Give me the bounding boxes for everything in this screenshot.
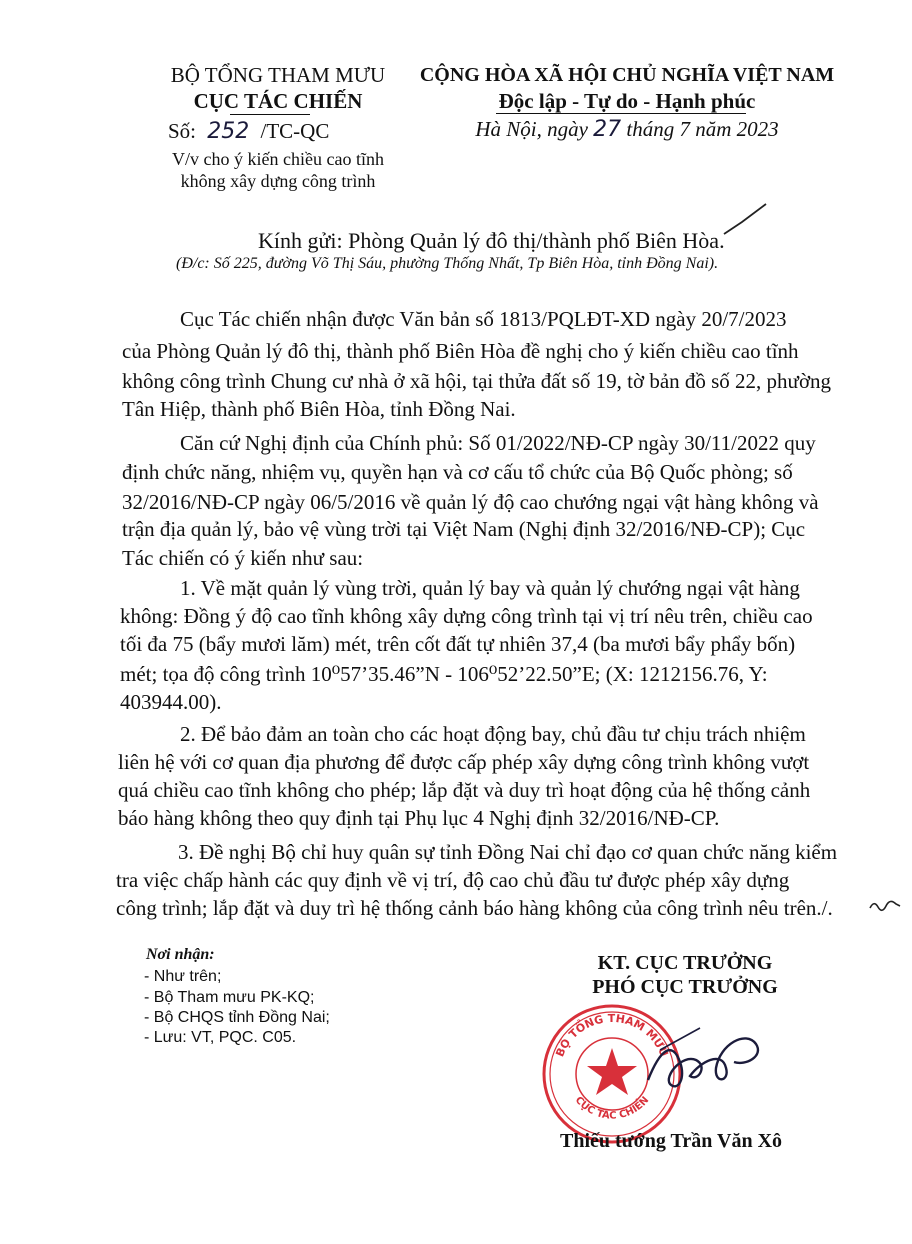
body-p2-line-4: trận địa quản lý, bảo vệ vùng trời tại Việt Nam (Nghị định 32/2016/NĐ-CP); Cục (122, 517, 806, 541)
body-p1-line-2: của Phòng Quản lý đô thị, thành phố Biên Hòa đề nghị cho ý kiến chiều cao tĩnh (122, 339, 799, 363)
body-p3-line-4: mét; tọa độ công trình 10⁰57’35.46”N - 106⁰52’22.50”E; (X: 1212156.76, Y: (120, 662, 768, 686)
check-mark (720, 200, 770, 240)
signer-name: Thiếu tướng Trần Văn Xô (560, 1130, 783, 1152)
body-p4-line-1: 2. Để bảo đảm an toàn cho các hoạt động bay, chủ đầu tư chịu trách nhiệm (180, 722, 806, 746)
body-p3-line-1: 1. Về mặt quản lý vùng trời, quản lý bay và quản lý chướng ngại vật hàng (180, 576, 800, 600)
recipients-title: Nơi nhận: (146, 946, 215, 963)
body-p3-line-3: tối đa 75 (bẩy mươi lăm) mét, trên cốt đất tự nhiên 37,4 (ba mươi bẩy phẩy bốn) (120, 632, 796, 656)
signature-scribble (630, 1010, 780, 1100)
addressee-line: Kính gửi: Phòng Quản lý đô thị/thành phố Biên Hòa. (258, 228, 725, 253)
motto-underline (496, 113, 746, 114)
body-p4-line-3: quá chiều cao tĩnh không cho phép; lắp đặt và duy trì hoạt động của hệ thống cảnh (118, 778, 811, 802)
subject-line-2: không xây dựng công trình (180, 171, 376, 191)
body-p1-line-1: Cục Tác chiến nhận được Văn bản số 1813/PQLĐT-XD ngày 20/7/2023 (180, 307, 787, 331)
body-p5-line-3: công trình; lắp đặt và duy trì hệ thống cảnh báo hàng không của công trình nêu trên./. (116, 896, 833, 920)
doc-number (168, 118, 329, 145)
svg-text:CỤC TÁC CHIẾN: CỤC TÁC CHIẾN (572, 1094, 652, 1122)
body-p2-line-1: Căn cứ Nghị định của Chính phủ: Số 01/2022/NĐ-CP ngày 30/11/2022 quy (180, 431, 816, 455)
body-p1-line-4: Tân Hiệp, thành phố Biên Hòa, tỉnh Đồng Nai. (122, 397, 516, 421)
body-p2-line-5: Tác chiến có ý kiến như sau: (122, 546, 364, 570)
nation-title: CỘNG HÒA XÃ HỘI CHỦ NGHĨA VIỆT NAM (419, 64, 835, 86)
doc-number-suffix: /TC-QC (260, 119, 330, 143)
doc-number-handwritten: 252 (207, 119, 250, 144)
recipient-item: - Lưu: VT, PQC. C05. (144, 1029, 297, 1046)
initials-scribble (868, 898, 902, 916)
date-suffix: tháng 7 năm 2023 (626, 117, 779, 141)
body-p4-line-2: liên hệ với cơ quan địa phương để được cấp phép xây dựng công trình không vượt (118, 750, 810, 774)
recipient-item: - Bộ Tham mưu PK-KQ; (144, 989, 315, 1006)
signature-title-1: KT. CỤC TRƯỞNG (597, 952, 773, 974)
date-prefix: Hà Nội, ngày (475, 117, 588, 141)
body-p5-line-1: 3. Đề nghị Bộ chỉ huy quân sự tỉnh Đồng Nai chỉ đạo cơ quan chức năng kiểm (178, 840, 838, 864)
body-p3-line-2: không: Đồng ý độ cao tĩnh không xây dựng công trình tại vị trí nêu trên, chiều cao (120, 604, 813, 628)
subject-line-1: V/v cho ý kiến chiều cao tĩnh (172, 149, 384, 169)
date-day-handwritten: 27 (593, 117, 622, 142)
nation-motto: Độc lập - Tự do - Hạnh phúc (498, 89, 756, 113)
body-p4-line-4: báo hàng không theo quy định tại Phụ lục 4 Nghị định 32/2016/NĐ-CP. (118, 806, 720, 830)
org-parent: BỘ TỔNG THAM MƯU (170, 63, 386, 87)
addressee-address: (Đ/c: Số 225, đường Võ Thị Sáu, phường Thống Nhất, Tp Biên Hòa, tỉnh Đồng Nai). (176, 255, 719, 272)
body-p2-line-2: định chức năng, nhiệm vụ, quyền hạn và cơ cấu tổ chức của Bộ Quốc phòng; số (122, 460, 793, 484)
body-p5-line-2: tra việc chấp hành các quy định về vị trí, độ cao chủ đầu tư được phép xây dựng (116, 868, 790, 892)
org-underline (230, 114, 310, 115)
recipient-item: - Bộ CHQS tỉnh Đồng Nai; (144, 1009, 330, 1026)
body-p3-line-5: 403944.00). (120, 690, 222, 714)
recipient-item: - Như trên; (144, 968, 222, 985)
body-p1-line-3: không công trình Chung cư nhà ở xã hội, tại thửa đất số 19, tờ bản đồ số 22, phường (122, 369, 832, 393)
date-line (392, 116, 862, 143)
signature-title-2: PHÓ CỤC TRƯỞNG (592, 976, 778, 998)
doc-number-prefix: Số: (168, 119, 197, 143)
org-name: CỤC TÁC CHIẾN (193, 89, 363, 113)
svg-text:BỘ TỔNG THAM MƯU: BỘ TỔNG THAM MƯU (553, 1011, 671, 1059)
body-p2-line-3: 32/2016/NĐ-CP ngày 06/5/2016 về quản lý độ cao chướng ngại vật hàng không và (122, 490, 819, 514)
